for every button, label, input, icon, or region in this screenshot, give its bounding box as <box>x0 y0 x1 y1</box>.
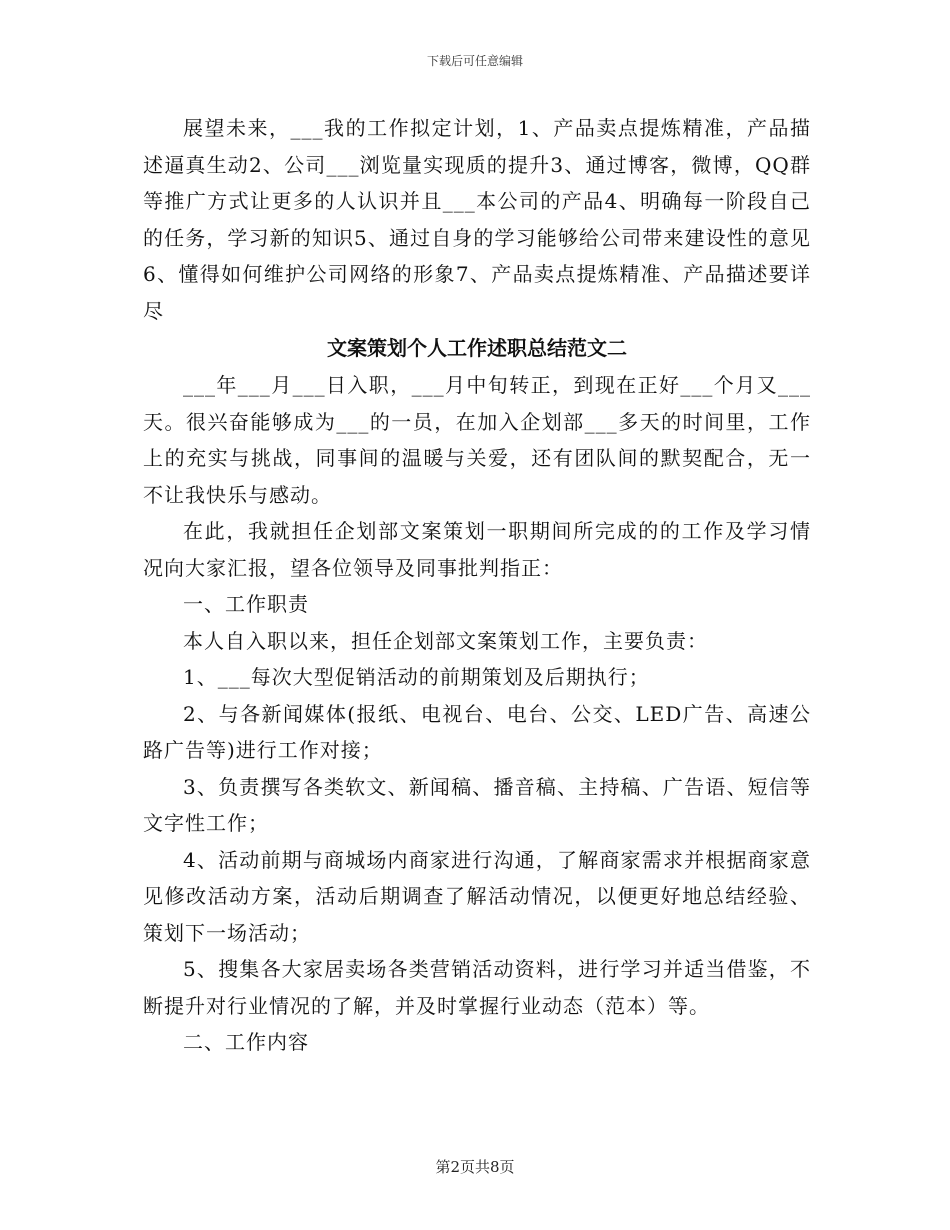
duty-item-1: 1、___每次大型促销活动的前期策划及后期执行； <box>183 665 650 689</box>
page-number: 第2页共8页 <box>435 1158 515 1176</box>
paragraph-report: 在此，我就担任企划部文案策划一职期间所完成的的工作及学习情况向大家汇报，望各位领导及同事批判指正： <box>143 519 811 580</box>
heading-duties: 一、工作职责 <box>183 592 309 616</box>
paragraph-outlook: 展望未来，___我的工作拟定计划，1、产品卖点提炼精准，产品描述逼真生动2、公司___浏览量实现质的提升3、通过博客，微博，QQ群等推广方式让更多的人认识并且___本公司的产品4、明确每一阶段自己的任务，学习新的知识5、通过自身的学习能够给公司带来建设性的意见6、懂得如何维护公司网络的形象7、产品卖点提炼精准、产品描述要详尽 <box>143 116 811 323</box>
duty-item-5: 5、搜集各大家居卖场各类营销活动资料，进行学习并适当借鉴，不断提升对行业情况的了解，并及时掌握行业动态（范本）等。 <box>143 957 811 1018</box>
duty-item-2: 2、与各新闻媒体(报纸、电视台、电台、公交、LED广告、高速公路广告等)进行工作对接； <box>143 701 811 762</box>
heading-work-content: 二、工作内容 <box>183 1030 309 1054</box>
section-title: 文案策划个人工作述职总结范文二 <box>327 336 627 360</box>
paragraph-intro: ___年___月___日入职，___月中旬转正，到现在正好___个月又___天。很兴奋能够成为___的一员，在加入企划部___多天的时间里，工作上的充实与挑战，同事间的温暖与关爱，还有团队间的默契配合，无一不让我快乐与感动。 <box>143 373 811 507</box>
document-body <box>143 110 811 1061</box>
paragraph-duties-intro: 本人自入职以来，担任企划部文案策划工作，主要负责： <box>183 628 708 653</box>
page-header-note: 下载后可任意编辑 <box>426 54 523 68</box>
duty-item-3: 3、负责撰写各类软文、新闻稿、播音稿、主持稿、广告语、短信等文字性工作； <box>143 774 811 835</box>
duty-item-4: 4、活动前期与商城场内商家进行沟通，了解商家需求并根据商家意见修改活动方案，活动后期调查了解活动情况，以便更好地总结经验、策划下一场活动； <box>143 847 811 945</box>
